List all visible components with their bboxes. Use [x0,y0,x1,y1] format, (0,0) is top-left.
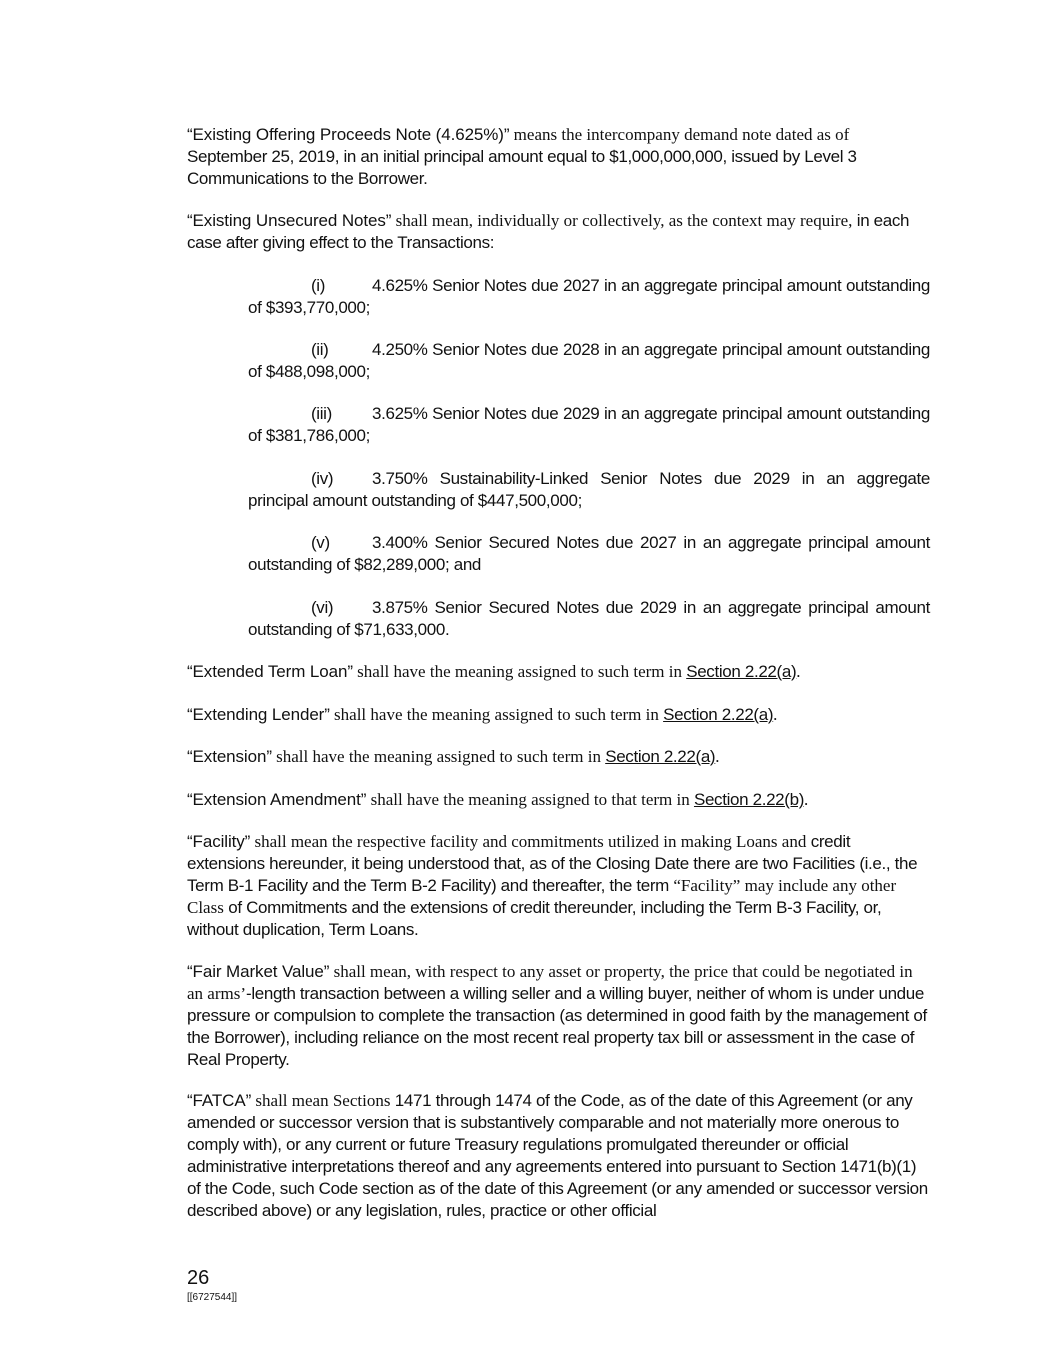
definition-body: credit extensions hereunder, it being understood that, as of the Closing Date there are two Facilities (i.e., the Term B-1 Facility and the Term B-2 Facility) and thereafter, the term [187,832,918,895]
definition-existing-unsecured-notes [187,210,929,254]
definition-body: September 25, 2019, in an initial principal amount equal to $1,000,000,000, issued by Level 3 Communications to the Borrower. [187,147,857,188]
definition-end: . [804,790,809,809]
definition-intro: shall mean, individually or collectively, as the context may require, [391,211,853,230]
list-item [248,275,930,319]
list-item [248,597,930,641]
page-number: 26 [187,1267,210,1289]
defined-term: “Facility” [187,832,251,851]
definition-fair-market-value [187,961,929,1071]
defined-term: “Existing Unsecured Notes” [187,211,392,230]
definition-quoted-term: “Facility” may include any other Class [187,876,897,917]
document-id: [[6727544]] [187,1292,238,1303]
definition-body: in each case after giving effect to the Transactions: [187,211,910,252]
definition-extension [187,746,929,768]
definition-extending-lender [187,704,929,726]
definition-intro: shall mean, with respect to any asset or property, the price that could be negotiated in an arms’ [187,962,913,1003]
definition-body: -length transaction between a willing seller and a willing buyer, neither of whom is under undue pressure or compulsion to complete the transaction (as determined in good faith by the management of the Borrower), including reliance on the most recent real property tax bill or assessment in the case of Real Property. [187,984,927,1069]
list-item [248,339,930,383]
definition-body: of Commitments and the extensions of credit thereunder, including the Term B-3 Facility, or, without duplication, Term Loans. [187,898,882,939]
definition-existing-offering-proceeds-note [187,124,929,190]
list-item-text: 4.625% Senior Notes due 2027 in an aggregate principal amount outstanding of $393,770,000; [248,276,930,317]
definition-body: 1471 through 1474 of the Code, as of the date of this Agreement (or any amended or successor version that is substantively comparable and not materially more onerous to comply with), or any current or future Treasury regulations promulgated thereunder or official administrative interpretations thereof and any agreements entered into pursuant to Section 1471(b)(1) of the Code, such Code section as of the date of this Agreement (or any amended or successor version described above) or any legislation, rules, practice or other official [187,1091,928,1220]
defined-term: “Existing Offering Proceeds Note (4.625%)” [187,125,510,144]
defined-term: “Extension Amendment” [187,790,367,809]
list-item-number: (iii) [311,404,332,423]
defined-term: “Extended Term Loan” [187,662,353,681]
definition-intro: shall have the meaning assigned to such term in [271,747,606,766]
list-item [248,403,930,447]
list-item [248,468,930,512]
definition-intro: shall have the meaning assigned to such term in [329,705,664,724]
section-reference-link[interactable]: Section 2.22(a) [686,662,797,681]
definition-intro: shall mean the respective facility and commitments utilized in making Loans and [250,832,807,851]
list-item-number: (i) [311,276,326,295]
definition-end: . [796,662,801,681]
definition-fatca [187,1090,929,1222]
definition-end: . [715,747,720,766]
defined-term: “FATCA” [187,1091,252,1110]
definition-intro: shall have the meaning assigned to that term in [366,790,694,809]
definition-intro: shall have the meaning assigned to such term in [352,662,687,681]
list-item-text: 3.750% Sustainability-Linked Senior Notes due 2029 in an aggregate principal amount outstanding of $447,500,000; [248,469,930,510]
definition-facility [187,831,929,941]
definition-intro: shall mean Sections [251,1091,391,1110]
section-reference-link[interactable]: Section 2.22(b) [693,790,805,809]
list-item-text: 3.625% Senior Notes due 2029 in an aggregate principal amount outstanding of $381,786,000; [248,404,930,445]
defined-term: “Extending Lender” [187,705,330,724]
list-item-number: (vi) [311,598,334,617]
definition-end: . [773,705,778,724]
definition-intro: means the intercompany demand note dated as of [509,125,850,144]
list-item [248,532,930,576]
section-reference-link[interactable]: Section 2.22(a) [605,747,716,766]
list-item-number: (iv) [311,469,334,488]
list-item-text: 4.250% Senior Notes due 2028 in an aggregate principal amount outstanding of $488,098,000; [248,340,930,381]
list-item-number: (v) [311,533,330,552]
list-item-text: 3.875% Senior Secured Notes due 2029 in an aggregate principal amount outstanding of $71,633,000. [248,598,930,639]
section-reference-link[interactable]: Section 2.22(a) [663,705,774,724]
definition-extension-amendment [187,789,929,811]
defined-term: “Fair Market Value” [187,962,330,981]
defined-term: “Extension” [187,747,272,766]
list-item-number: (ii) [311,340,329,359]
definition-extended-term-loan [187,661,929,683]
list-item-text: 3.400% Senior Secured Notes due 2027 in an aggregate principal amount outstanding of $82,289,000; and [248,533,930,574]
